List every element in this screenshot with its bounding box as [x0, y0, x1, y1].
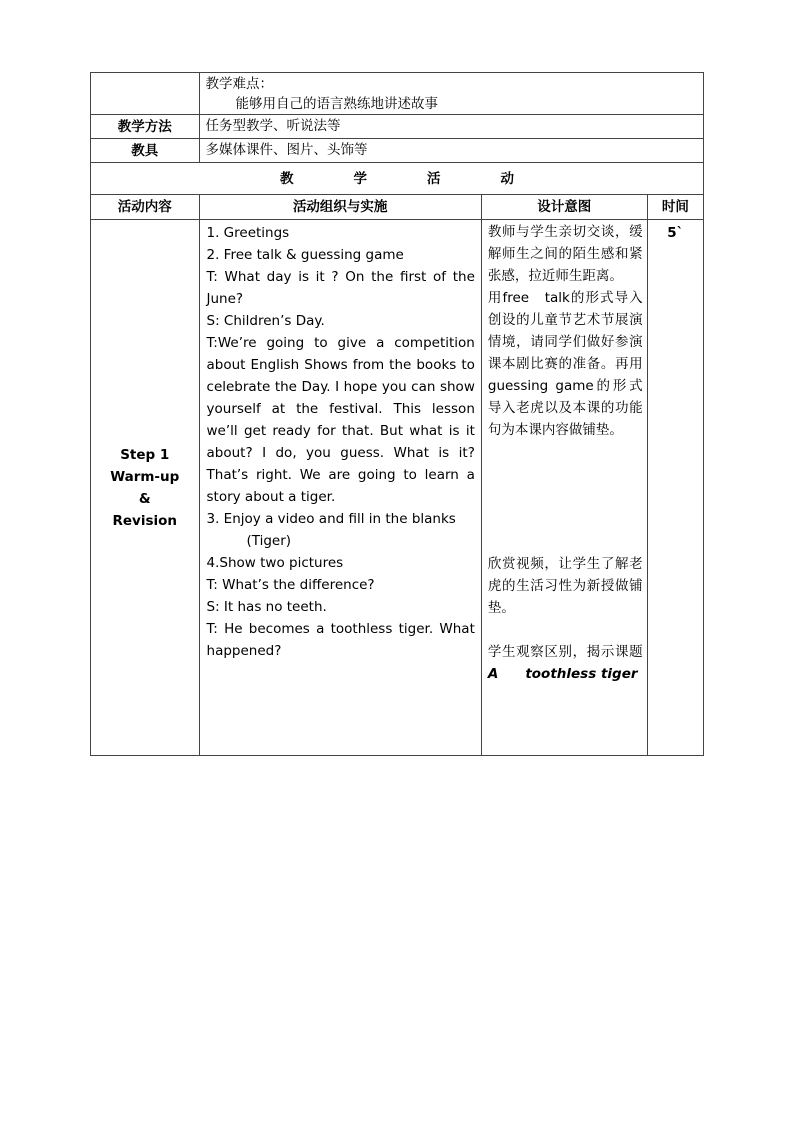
procedure-line: (Tiger)	[246, 533, 292, 549]
lesson-plan-table	[90, 72, 704, 756]
procedure-line: T: What day is it ? On the first of the June?	[206, 269, 475, 307]
intent-paragraph	[488, 641, 643, 685]
intent-paragraph: 教师与学生亲切交谈，缓解师生之间的陌生感和紧张感，拉近师生距离。	[487, 224, 643, 284]
aids-value: 多媒体课件、图片、头饰等	[199, 139, 703, 163]
difficulty-row	[91, 73, 704, 115]
procedure-line: 2. Free talk & guessing game	[206, 247, 404, 263]
procedure-line: T: What’s the difference?	[206, 577, 375, 593]
difficulty-label-cell	[91, 73, 200, 115]
activity-heading-char: 学	[353, 170, 367, 187]
difficulty-content: 能够用自己的语言熟练地讲述故事	[235, 96, 439, 112]
step1-row	[91, 220, 704, 756]
header-organization: 活动组织与实施	[199, 195, 481, 220]
procedure-line: 4.Show two pictures	[206, 555, 344, 571]
difficulty-title: 教学难点：	[205, 76, 274, 92]
step-number: Step 1	[120, 446, 170, 463]
procedure-line: 3. Enjoy a video and fill in the blanks	[206, 511, 456, 527]
activity-heading-char: 活	[427, 170, 441, 187]
procedure-cell	[199, 220, 481, 756]
time-value: 5`	[647, 220, 703, 756]
activity-heading-row	[91, 163, 704, 195]
step-label-cell	[91, 220, 200, 756]
header-intent: 设计意图	[481, 195, 647, 220]
aids-label: 教具	[91, 139, 200, 163]
header-content: 活动内容	[91, 195, 200, 220]
activity-heading	[91, 163, 704, 195]
header-time: 时间	[647, 195, 703, 220]
activity-heading-char: 教	[280, 170, 294, 187]
intent-text: 学生观察区别，揭示课题	[487, 644, 643, 660]
intent-paragraph: 用free talk的形式导入创设的儿童节艺术节展演情境，请同学们做好参演课本剧比赛的准备。再用guessing game的形式导入老虎以及本课的功能句为本课内容做铺垫。	[487, 290, 643, 438]
lesson-title: A toothless tiger	[487, 666, 638, 682]
method-value: 任务型教学、听说法等	[199, 115, 703, 139]
step-name-2: Revision	[112, 512, 178, 529]
intent-paragraph: 欣赏视频，让学生了解老虎的生活习性为新授做铺垫。	[487, 556, 643, 616]
procedure-line: T: He becomes a toothless tiger. What happened?	[206, 621, 475, 659]
procedure-line: S: Children’s Day.	[206, 313, 325, 329]
intent-cell	[481, 220, 647, 756]
procedure-line: 1. Greetings	[206, 225, 290, 241]
method-row	[91, 115, 704, 139]
step-ampersand: &	[138, 490, 151, 507]
procedure-line: T:We’re going to give a competition about English Shows from the books to celebrate the Day. I hope you can show yourself at the festival. This lesson we’ll get ready for that. But what is it about? I do, you guess. What is it? That’s right. We are going to learn a story about a tiger.	[206, 335, 475, 505]
step-name: Warm-up	[110, 468, 180, 485]
difficulty-cell	[199, 73, 703, 115]
column-header-row	[91, 195, 704, 220]
aids-row	[91, 139, 704, 163]
activity-heading-char: 动	[500, 170, 514, 187]
method-label: 教学方法	[91, 115, 200, 139]
procedure-line: S: It has no teeth.	[206, 599, 327, 615]
